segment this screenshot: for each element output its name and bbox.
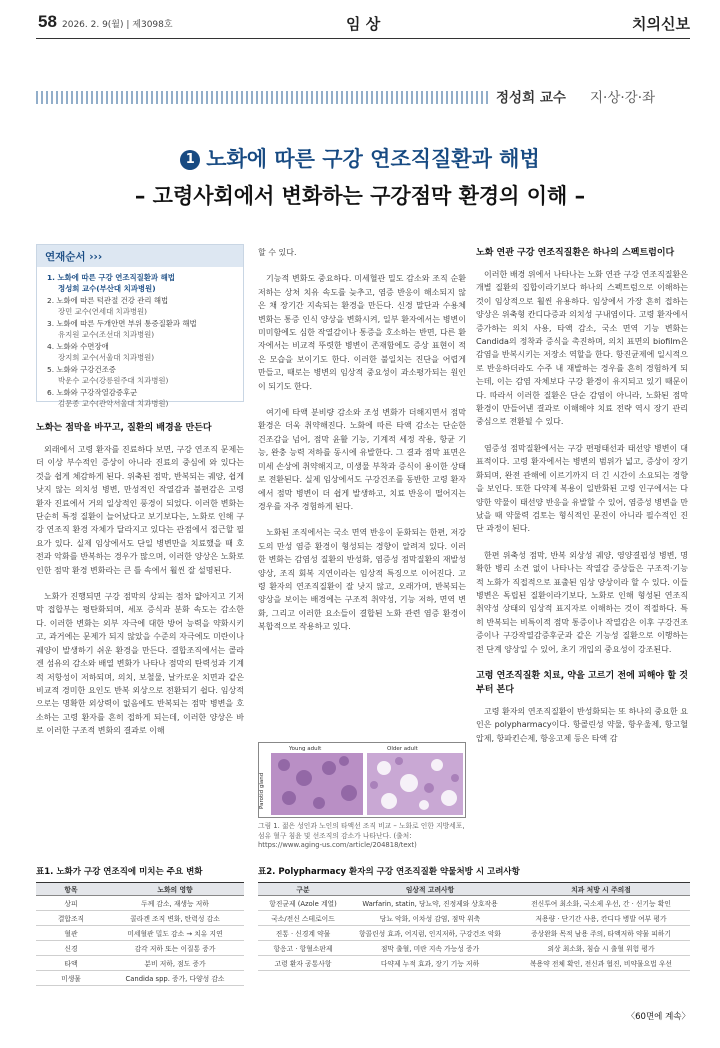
table-cell: 감각 저하 또는 이질통 증가 [106, 941, 244, 956]
table-cell: 항진균제 (Azole 계열) [258, 896, 348, 911]
table-header-cell: 노화의 영향 [106, 883, 244, 896]
table-row [36, 911, 244, 926]
header-rule [36, 38, 690, 39]
figure-caption: 그림 1. 젊은 성인과 노인의 타액선 조직 비교 – 노화로 인한 지방세포, 섬유 혈구 침윤 및 선조직의 감소가 나타난다. (출처: https://www.aging-us.com/article/204818/text) [258, 822, 465, 849]
table-row [258, 926, 690, 941]
table-cell: 타액 [36, 956, 106, 971]
series-item [47, 273, 233, 294]
paragraph: 노화가 진행되면 구강 점막의 상피는 점차 얇아지고 기저막 접합부는 평탄화되며, 세포 증식과 분화 속도는 감소한다. 이러한 변화는 외부 자극에 대한 방어 능력을 약화시키고, 과거에는 문제가 되지 않았을 수준의 자극에도 미란이나 궤양이 발생하기 쉬운 환경을 만든다. 결합조직에서는 콜라겐 섬유의 감소와 배열 변화가 나타나 점막의 탄력성과 기계적 저항성이 저하되며, 의치, 보철물, 날카로운 치면과 같은 비교적 경미한 요인도 반복 외상으로 전환되기 쉽다. 임상적으로는 명확한 외상력이 없음에도 반복되는 점막 병변을 호소하는 고령 환자를 흔히 접하게 되는데, 이러한 양상은 바로 이러한 구조적 변화의 결과로 이해 [36, 592, 244, 736]
series-item-author: 장민 교수(연세대 치과병원) [58, 306, 147, 316]
table-cell: 미생물 [36, 971, 106, 986]
table-cell: 혈관 [36, 926, 106, 941]
table1 [36, 882, 244, 986]
column-name: 지·상·강·좌 [590, 90, 656, 106]
table2-title: 표2. Polypharmacy 환자의 구강 연조직질환 약물처방 시 고려사항 [258, 867, 520, 877]
table-cell: 상피 [36, 896, 106, 911]
article-title [0, 143, 720, 173]
table-cell: Warfarin, statin, 당뇨약, 진정제와 상호작용 [348, 896, 512, 911]
series-item [47, 342, 233, 363]
table-cell: 증상완화 목적 남용 주의, 타액저하 약물 피하기 [512, 926, 690, 941]
table-cell: 항응고 · 항혈소판제 [258, 941, 348, 956]
table-cell: 진통 · 신경계 약물 [258, 926, 348, 941]
table-cell: 복용약 전체 확인, 전신과 협진, 비약물요법 우선 [512, 956, 690, 971]
article-title-text: 노화에 따른 구강 연조직질환과 해법 [206, 147, 540, 171]
series-item-author: 정성희 교수(부산대 치과병원) [58, 283, 156, 293]
table-row [36, 971, 244, 986]
table-cell: Candida spp. 증가, 다양성 감소 [106, 971, 244, 986]
table-row [36, 956, 244, 971]
decorative-stripes [36, 91, 488, 104]
table-header-cell: 구분 [258, 883, 348, 896]
paragraph: 한편 위축성 점막, 반복 외상성 궤양, 영양결핍성 병변, 명확한 병리 소견 없이 나타나는 작열감 증상들은 구조적·기능적 노화가 직접적으로 표출된 임상 양상이라 할 수 있다. 이들 병변은 독립된 질환이라기보다, 노화로 인해 형성된 연조직 취약성 상태의 임상적 표지자로 이해하는 것이 적절하다. 특히 반복되는 비특이적 점막 통증이나 작열감은 이후 구강건조증이나 구강작열감증후군과 같은 기능성 질환으로 이행하는 전 단계 양상일 수 있어, 초기 개입의 중요성이 강조된다. [476, 550, 688, 654]
series-item-title: 5. 노화와 구강건조증 [47, 365, 116, 374]
table-cell: 두께 감소, 재생능 저하 [106, 896, 244, 911]
series-item [47, 388, 233, 409]
article-column-1 [36, 421, 244, 751]
table-cell: 전신투여 최소화, 국소제 우선, 간 · 신기능 확인 [512, 896, 690, 911]
paragraph: 할 수 있다. [258, 248, 297, 257]
table-header-cell: 치과 처방 시 주의점 [512, 883, 690, 896]
table-cell: 국소/전신 스테로이드 [258, 911, 348, 926]
table-row [36, 926, 244, 941]
table-row [258, 941, 690, 956]
figure-side-label: Parotid gland [259, 772, 265, 809]
paragraph: 노화된 조직에서는 국소 면역 반응이 둔화되는 한편, 저강도의 만성 염증 환경이 형성되는 경향이 알려져 있다. 이러한 변화는 감염성 질환의 반성화, 염증성 점막질환의 재발성 양상, 조직 회복 지연이라는 임상적 특징으로 이어진다. 고령 환자의 연조직질환이 잘 낫지 않고, 오래가며, 반복되는 양상을 보이는 배경에는 구조적 취약성, 기능 저하, 면역 변화, 그리고 이러한 요소들이 결합된 노화 관련 염증 환경이 복합적으로 작용하고 있다. [258, 528, 466, 632]
article-column-3 [476, 246, 688, 758]
histology-image [259, 743, 466, 818]
table-header-cell: 임상적 고려사항 [348, 883, 512, 896]
section-name: 임 상 [346, 15, 381, 33]
section-heading: 노화 연관 구강 연조직질환은 하나의 스펙트럼이다 [476, 248, 675, 258]
table-cell: 신경 [36, 941, 106, 956]
series-item-author: 유지원 교수(조선대 치과병원) [58, 329, 155, 339]
table-header-row [258, 883, 690, 896]
table-cell: 결합조직 [36, 911, 106, 926]
page-header [0, 0, 720, 82]
continued-note: 〈60면에 계속〉 [626, 1012, 690, 1022]
section-heading: 노화는 점막을 바꾸고, 질환의 배경을 만든다 [36, 423, 212, 433]
section-heading: 고령 연조직질환 치료, 약을 고르기 전에 피해야 할 것부터 본다 [476, 670, 688, 695]
paragraph: 기능적 변화도 중요하다. 미세혈관 밀도 감소와 조직 순환 저하는 상처 치유 속도를 늦추고, 염증 반응이 해소되지 않은 채 장기간 지속되는 환경을 만든다. 신경 말단과 수용체 변화는 통증 인식 양상을 변화시켜, 일부 환자에서는 병변이 미미함에도 심한 작열감이나 통증을 호소하는 반면, 다른 환자에서는 비교적 뚜렷한 병변이 존재함에도 증상 표현이 적은 모습을 보이기도 한다. 이러한 불일치는 진단을 어렵게 만들고, 때로는 병변의 임상적 중요성이 과소평가되는 원인이 되기도 한다. [258, 274, 466, 391]
table-cell: 외상 최소화, 침습 시 출혈 위험 평가 [512, 941, 690, 956]
table-cell: 저용량 · 단기간 사용, 칸디다 병발 여부 평가 [512, 911, 690, 926]
table-row [258, 911, 690, 926]
series-heading: 연재순서 ››› [37, 245, 243, 267]
article-column-2 [258, 246, 466, 647]
table-cell: 항콜린성 효과, 어지럼, 인지저하, 구강건조 악화 [348, 926, 512, 941]
series-item [47, 296, 233, 317]
table-cell: 점막 출혈, 미란 지속 가능성 증가 [348, 941, 512, 956]
column-author: 정성희 교수 [496, 90, 566, 106]
paragraph: 염증성 점막질환에서는 구강 편평태선과 태선양 병변이 대표적이다. 고령 환자에서는 병변의 범위가 넓고, 증상이 장기화되며, 완전 관해에 이르기까지 더 긴 시간이 소요되는 경향을 보인다. 또한 다약제 복용이 일반화된 고령 인구에서는 다양한 약물이 태선양 반응을 유발할 수 있어, 염증성 병변을 만났을 때 약물력 검토는 형식적인 문진이 아니라 필수적인 진단 과정이 된다. [476, 443, 688, 534]
table-cell: 미세혈관 밀도 감소 → 치유 지연 [106, 926, 244, 941]
series-item-title: 6. 노화와 구강작열감증후군 [47, 388, 138, 397]
table-header-row [36, 883, 244, 896]
series-list [37, 267, 243, 417]
histology-figure [258, 742, 466, 818]
title-number-badge: 1 [180, 150, 200, 170]
series-box [36, 244, 244, 408]
issue-date: 2026. 2. 9(월) | 제3098호 [62, 20, 173, 30]
series-item-title: 1. 노화에 따른 구강 연조직질환과 해법 [47, 273, 175, 282]
table-row [258, 956, 690, 971]
table-cell: 분비 저하, 점도 증가 [106, 956, 244, 971]
figure-label-older: Older adult [387, 746, 418, 752]
table-row [258, 896, 690, 911]
newspaper-name: 치의신보 [632, 15, 690, 33]
series-item-title: 3. 노화에 따른 두개안면 부위 통증질환과 해법 [47, 319, 197, 328]
table-header-cell: 항목 [36, 883, 106, 896]
table-cell: 콜라겐 조직 변화, 탄력성 감소 [106, 911, 244, 926]
paragraph: 외래에서 고령 환자를 진료하다 보면, 구강 연조직 문제는 더 이상 부수적인 증상이 아니라 진료의 중심에 와 있다는 것을 쉽게 체감하게 된다. 위축된 점막, 반복되는 궤양, 쉽게 낫지 않는 의치성 병변, 만성적인 작열감과 불편감은 고령 환자 진료에서 거의 일상적인 풍경이 되었다. 이러한 변화는 단순히 특정 질환이 늘어났다고 보기보다는, 노화로 인해 구강 연조직 환경 자체가 달라지고 있다는 관점에서 접근할 필요가 있다. 실제 임상에서도 단일 병변만을 치료했을 때 호전과 악화를 반복하는 경우가 많으며, 이러한 양상은 노화로 인한 점막 환경 변화라는 큰 틀 속에서 훨씬 잘 설명된다. [36, 445, 244, 575]
article-subtitle: – 고령사회에서 변화하는 구강점막 환경의 이해 – [134, 184, 586, 208]
series-item-title: 2. 노화에 따른 턱관절 건강 관리 해법 [47, 296, 169, 305]
table-cell: 당뇨 악화, 이차성 감염, 점막 위축 [348, 911, 512, 926]
series-item-author: 장지희 교수(서울대 치과병원) [58, 352, 155, 362]
table1-title: 표1. 노화가 구강 연조직에 미치는 주요 변화 [36, 867, 203, 877]
table2 [258, 882, 690, 971]
page-number: 58 [38, 12, 57, 31]
series-item [47, 319, 233, 340]
table-row [36, 896, 244, 911]
figure-label-young: Young adult [289, 746, 322, 752]
paragraph: 이러한 배경 위에서 나타나는 노화 연관 구강 연조직질환은 개별 질환의 집합이라기보다 하나의 스펙트럼으로 이해하는 것이 임상적으로 훨씬 유용하다. 임상에서 가장 흔히 접하는 양상은 위축형 칸디다증과 의치성 구내염이다. 고령 환자에서 증가하는 의치 사용, 타액 감소, 국소 면역 기능 변화는 Candida의 정착과 증식을 촉진하며, 의치 표면의 biofilm은 감염을 반복시키는 저장소 역할을 한다. 항진균제에 일시적으로 반응하더라도 수주 내 재발하는 경우를 흔히 경험하게 되는데, 이는 감염 자체보다 구강 환경이 유지되고 있기 때문이다. 따라서 이러한 질환은 단순 감염이 아니라, 노화된 점막 환경이 만들어낸 결과로 이해해야 치료 전략 역시 장기 관리 중심으로 전환될 수 있다. [476, 270, 688, 427]
paragraph: 여기에 타액 분비량 감소와 조성 변화가 더해지면서 점막 환경은 더욱 취약해진다. 노화에 따른 타액 감소는 단순한 건조감을 넘어, 점막 윤활 기능, 기계적 세정 작용, 항균 기능, 완충 능력 저하를 동시에 유발한다. 그 결과 점막 표면은 미세 손상에 취약해지고, 미생물 부착과 증식이 용이한 상태로 전환된다. 실제 임상에서도 구강건조를 동반한 고령 환자에서 점막 병변이 더 쉽게 발생하고, 치료 반응이 떨어지는 경우를 자주 경험하게 된다. [258, 408, 466, 511]
table-cell: 다약제 누적 효과, 장기 기능 저하 [348, 956, 512, 971]
series-item-author: 김문종 교수(관악서울대 치과병원) [58, 398, 169, 408]
table-row [36, 941, 244, 956]
paragraph: 고령 환자의 연조직질환이 반성화되는 또 하나의 중요한 요인은 polypharmacy이다. 항콜린성 약물, 항우울제, 항고혈압제, 항파킨슨제, 항응고제 등은 타액 감 [476, 706, 688, 743]
series-item [47, 365, 233, 386]
table-cell: 고령 환자 공통사항 [258, 956, 348, 971]
series-item-title: 4. 노화와 수면장애 [47, 342, 109, 351]
series-item-author: 박운수 교수(강릉원주대 치과병원) [58, 375, 169, 385]
